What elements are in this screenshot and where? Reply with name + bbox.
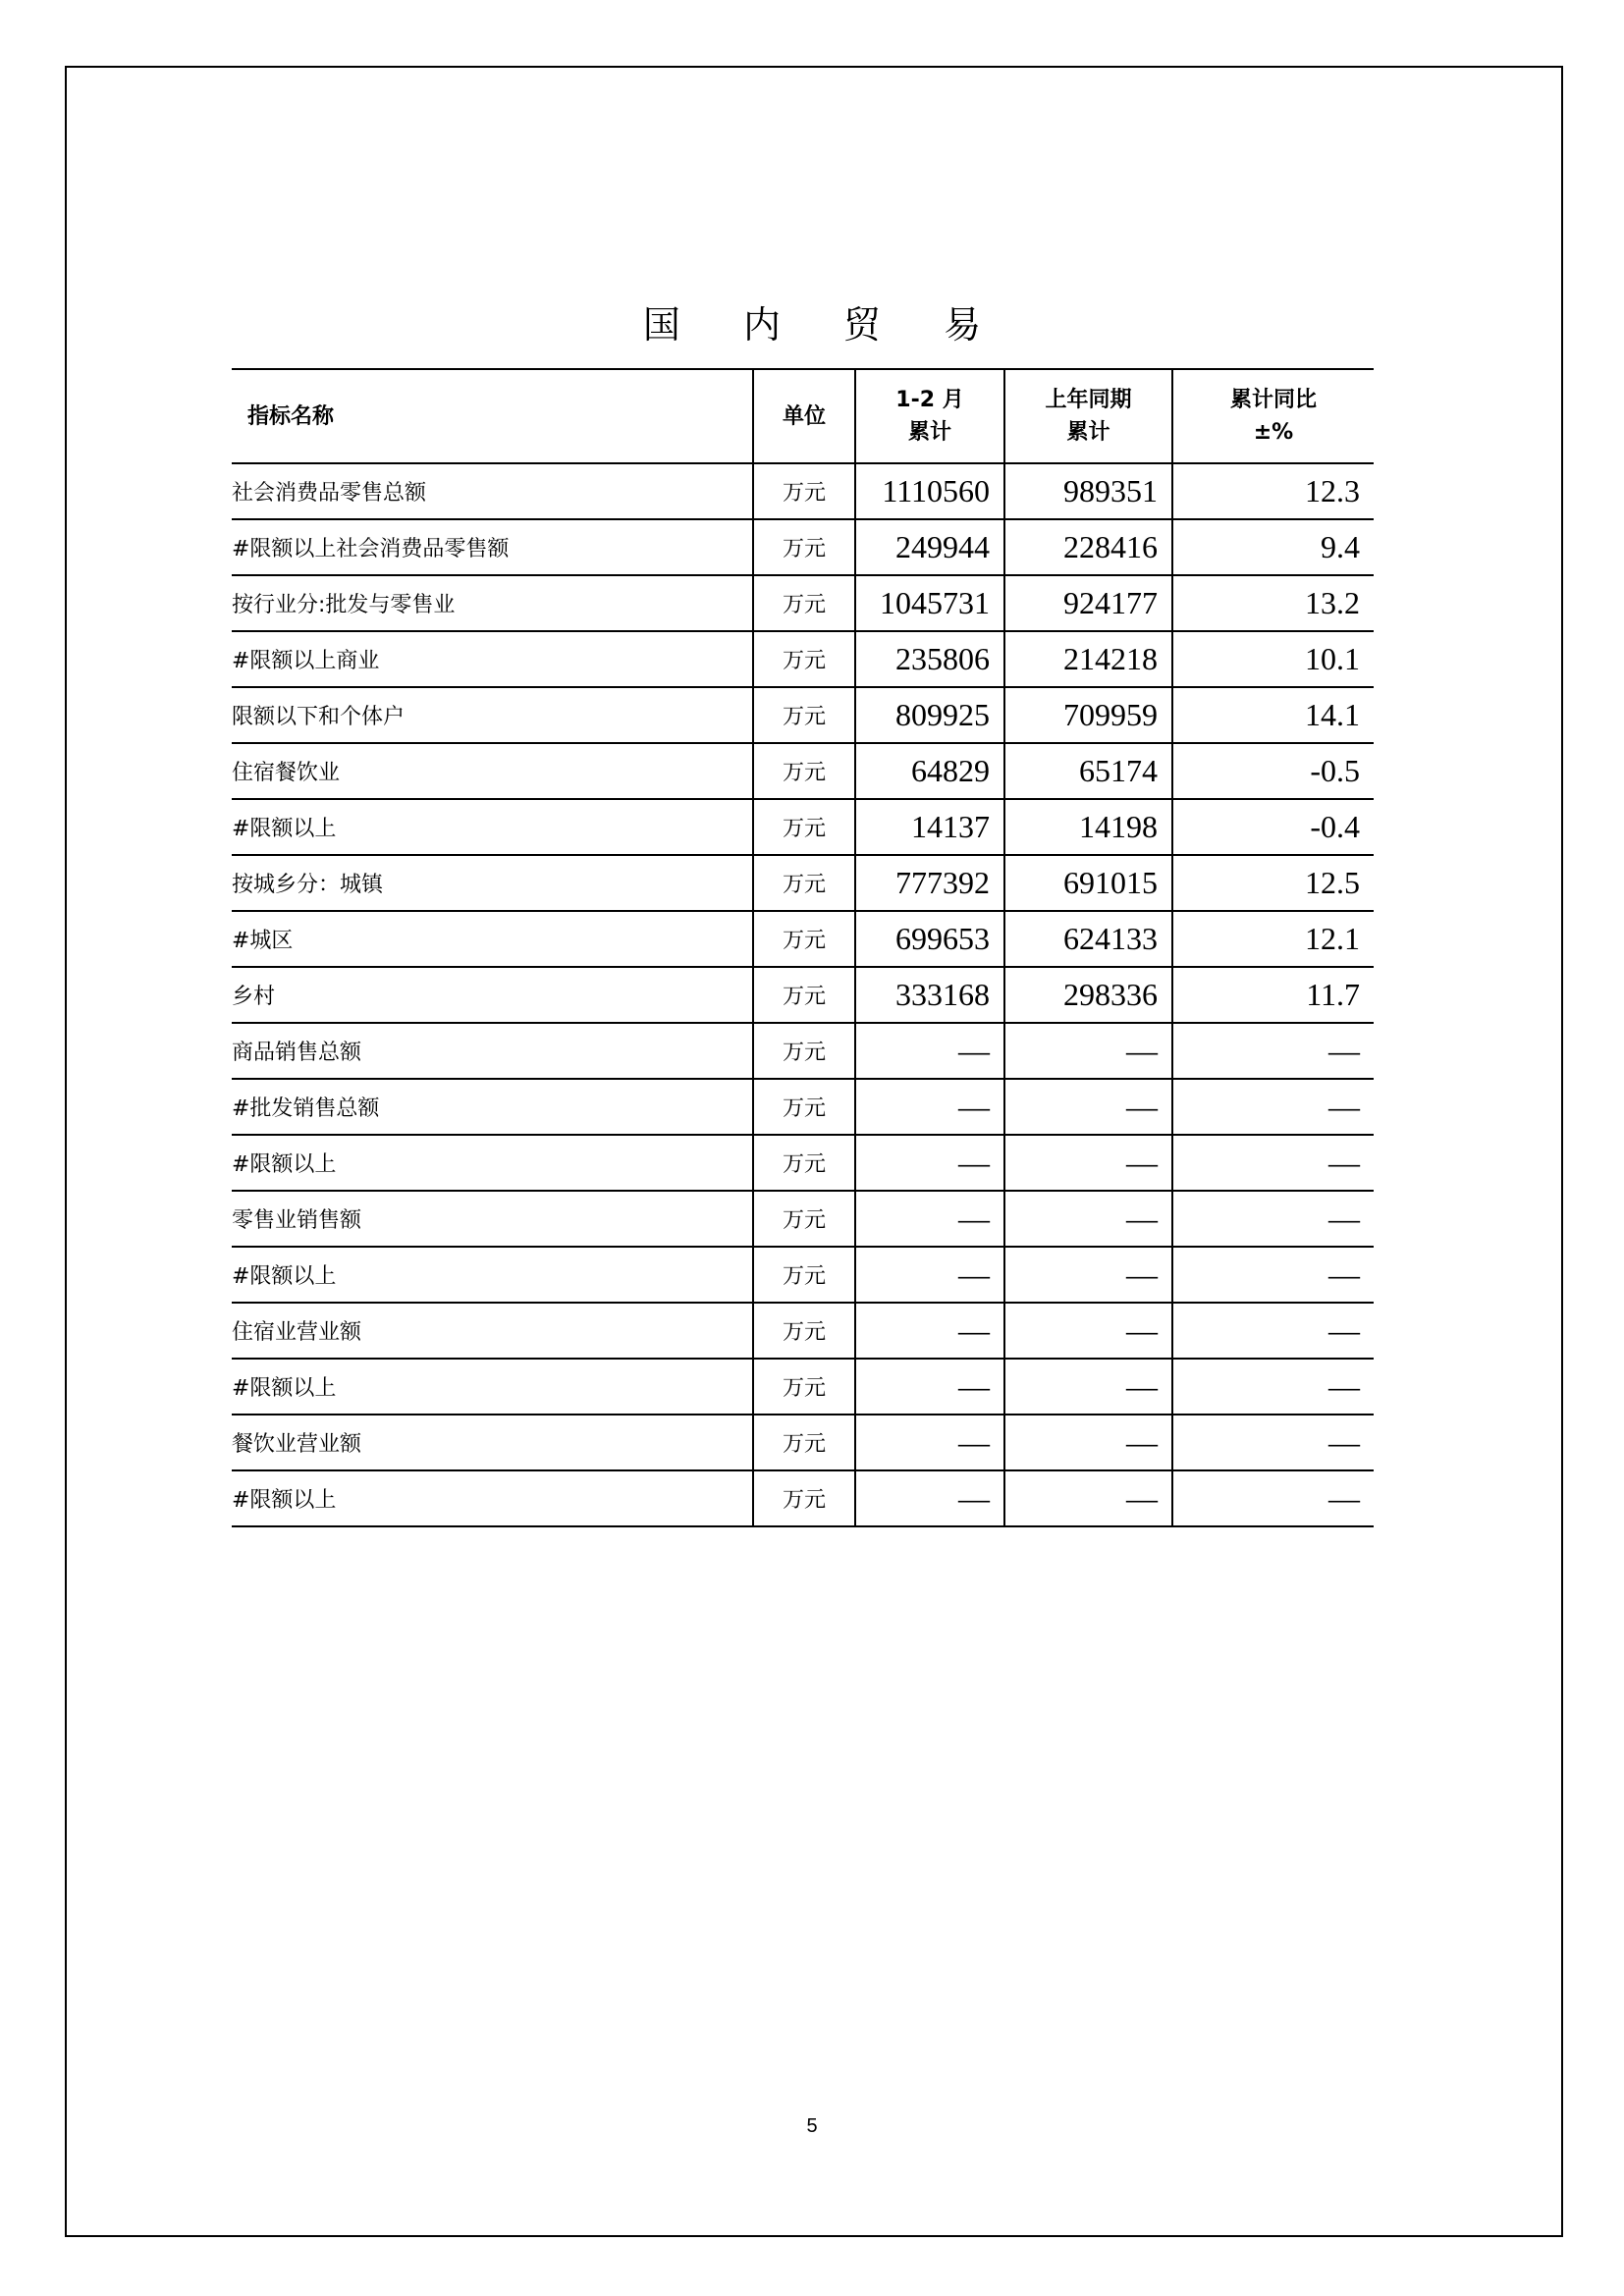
unit-cell: 万元	[753, 575, 855, 631]
current-value: —	[855, 1359, 1004, 1415]
table-row	[232, 855, 1374, 911]
header-unit: 单位	[753, 369, 855, 463]
current-value: 249944	[855, 519, 1004, 575]
current-value: 777392	[855, 855, 1004, 911]
previous-value: 924177	[1004, 575, 1172, 631]
previous-value: 298336	[1004, 967, 1172, 1023]
current-value: 64829	[855, 743, 1004, 799]
table-row	[232, 743, 1374, 799]
indicator-name: #限额以上	[232, 1135, 753, 1191]
yoy-value: —	[1172, 1415, 1374, 1470]
unit-cell: 万元	[753, 519, 855, 575]
header-previous-period	[1004, 369, 1172, 463]
unit-cell: 万元	[753, 1135, 855, 1191]
indicator-name: 零售业销售额	[232, 1191, 753, 1247]
current-value: —	[855, 1303, 1004, 1359]
previous-value: 691015	[1004, 855, 1172, 911]
previous-value: —	[1004, 1359, 1172, 1415]
unit-cell: 万元	[753, 1247, 855, 1303]
previous-value: 14198	[1004, 799, 1172, 855]
domestic-trade-table	[232, 368, 1374, 1527]
indicator-name: 商品销售总额	[232, 1023, 753, 1079]
header-previous-line2: 累计	[1066, 420, 1110, 445]
page-number: 5	[806, 2115, 818, 2137]
table-row	[232, 1135, 1374, 1191]
indicator-name: 餐饮业营业额	[232, 1415, 753, 1470]
previous-value: 989351	[1004, 463, 1172, 519]
current-value: —	[855, 1247, 1004, 1303]
table-row	[232, 1470, 1374, 1526]
previous-value: —	[1004, 1135, 1172, 1191]
previous-value: —	[1004, 1247, 1172, 1303]
yoy-value: —	[1172, 1191, 1374, 1247]
unit-cell: 万元	[753, 1303, 855, 1359]
current-value: 333168	[855, 967, 1004, 1023]
table-row	[232, 631, 1374, 687]
current-value: 14137	[855, 799, 1004, 855]
table-row	[232, 687, 1374, 743]
unit-cell: 万元	[753, 967, 855, 1023]
table-row	[232, 1359, 1374, 1415]
indicator-name: #限额以上	[232, 1247, 753, 1303]
unit-cell: 万元	[753, 799, 855, 855]
previous-value: —	[1004, 1191, 1172, 1247]
indicator-name: 按行业分:批发与零售业	[232, 575, 753, 631]
previous-value: —	[1004, 1023, 1172, 1079]
yoy-value: —	[1172, 1135, 1374, 1191]
page-title: 国 内 贸 易	[642, 303, 1007, 347]
previous-value: 624133	[1004, 911, 1172, 967]
unit-cell: 万元	[753, 687, 855, 743]
header-current-period	[855, 369, 1004, 463]
yoy-value: —	[1172, 1079, 1374, 1135]
current-value: 1110560	[855, 463, 1004, 519]
indicator-name: 住宿餐饮业	[232, 743, 753, 799]
table-row	[232, 799, 1374, 855]
unit-cell: 万元	[753, 1191, 855, 1247]
yoy-value: 10.1	[1172, 631, 1374, 687]
header-yoy-line2: ±%	[1253, 420, 1294, 445]
yoy-value: 11.7	[1172, 967, 1374, 1023]
unit-cell: 万元	[753, 1359, 855, 1415]
yoy-value: 14.1	[1172, 687, 1374, 743]
indicator-name: #限额以上	[232, 1470, 753, 1526]
current-value: —	[855, 1135, 1004, 1191]
current-value: 809925	[855, 687, 1004, 743]
unit-cell: 万元	[753, 1470, 855, 1526]
unit-cell: 万元	[753, 631, 855, 687]
previous-value: 228416	[1004, 519, 1172, 575]
header-yoy-line1: 累计同比	[1229, 388, 1317, 412]
indicator-name: #限额以上商业	[232, 631, 753, 687]
previous-value: —	[1004, 1470, 1172, 1526]
current-value: 235806	[855, 631, 1004, 687]
unit-cell: 万元	[753, 855, 855, 911]
table-row	[232, 1079, 1374, 1135]
unit-cell: 万元	[753, 1023, 855, 1079]
unit-cell: 万元	[753, 1415, 855, 1470]
yoy-value: —	[1172, 1359, 1374, 1415]
current-value: 1045731	[855, 575, 1004, 631]
table-row	[232, 1023, 1374, 1079]
indicator-name: 按城乡分：城镇	[232, 855, 753, 911]
previous-value: 65174	[1004, 743, 1172, 799]
table-row	[232, 1191, 1374, 1247]
yoy-value: 12.1	[1172, 911, 1374, 967]
header-current-line1: 1-2 月	[895, 388, 964, 412]
header-yoy-change	[1172, 369, 1374, 463]
indicator-name: 住宿业营业额	[232, 1303, 753, 1359]
indicator-name: #限额以上	[232, 799, 753, 855]
previous-value: —	[1004, 1079, 1172, 1135]
yoy-value: —	[1172, 1470, 1374, 1526]
current-value: —	[855, 1023, 1004, 1079]
header-previous-line1: 上年同期	[1045, 388, 1132, 412]
yoy-value: —	[1172, 1247, 1374, 1303]
unit-cell: 万元	[753, 1079, 855, 1135]
table-header-row	[232, 369, 1374, 463]
yoy-value: 13.2	[1172, 575, 1374, 631]
previous-value: —	[1004, 1303, 1172, 1359]
previous-value: 214218	[1004, 631, 1172, 687]
current-value: —	[855, 1415, 1004, 1470]
yoy-value: -0.4	[1172, 799, 1374, 855]
indicator-name: 社会消费品零售总额	[232, 463, 753, 519]
table-row	[232, 967, 1374, 1023]
current-value: —	[855, 1191, 1004, 1247]
indicator-name: #城区	[232, 911, 753, 967]
current-value: —	[855, 1470, 1004, 1526]
table-row	[232, 519, 1374, 575]
yoy-value: 12.3	[1172, 463, 1374, 519]
indicator-name: #限额以上	[232, 1359, 753, 1415]
indicator-name: #批发销售总额	[232, 1079, 753, 1135]
previous-value: 709959	[1004, 687, 1172, 743]
table-row	[232, 1247, 1374, 1303]
header-current-line2: 累计	[907, 420, 951, 445]
table-row	[232, 463, 1374, 519]
yoy-value: —	[1172, 1303, 1374, 1359]
table-row	[232, 911, 1374, 967]
header-indicator-name: 指标名称	[232, 369, 753, 463]
yoy-value: 9.4	[1172, 519, 1374, 575]
current-value: —	[855, 1079, 1004, 1135]
unit-cell: 万元	[753, 743, 855, 799]
indicator-name: 乡村	[232, 967, 753, 1023]
yoy-value: —	[1172, 1023, 1374, 1079]
yoy-value: 12.5	[1172, 855, 1374, 911]
table-row	[232, 1303, 1374, 1359]
table-row	[232, 575, 1374, 631]
indicator-name: 限额以下和个体户	[232, 687, 753, 743]
current-value: 699653	[855, 911, 1004, 967]
unit-cell: 万元	[753, 911, 855, 967]
unit-cell: 万元	[753, 463, 855, 519]
previous-value: —	[1004, 1415, 1172, 1470]
yoy-value: -0.5	[1172, 743, 1374, 799]
table-row	[232, 1415, 1374, 1470]
indicator-name: #限额以上社会消费品零售额	[232, 519, 753, 575]
